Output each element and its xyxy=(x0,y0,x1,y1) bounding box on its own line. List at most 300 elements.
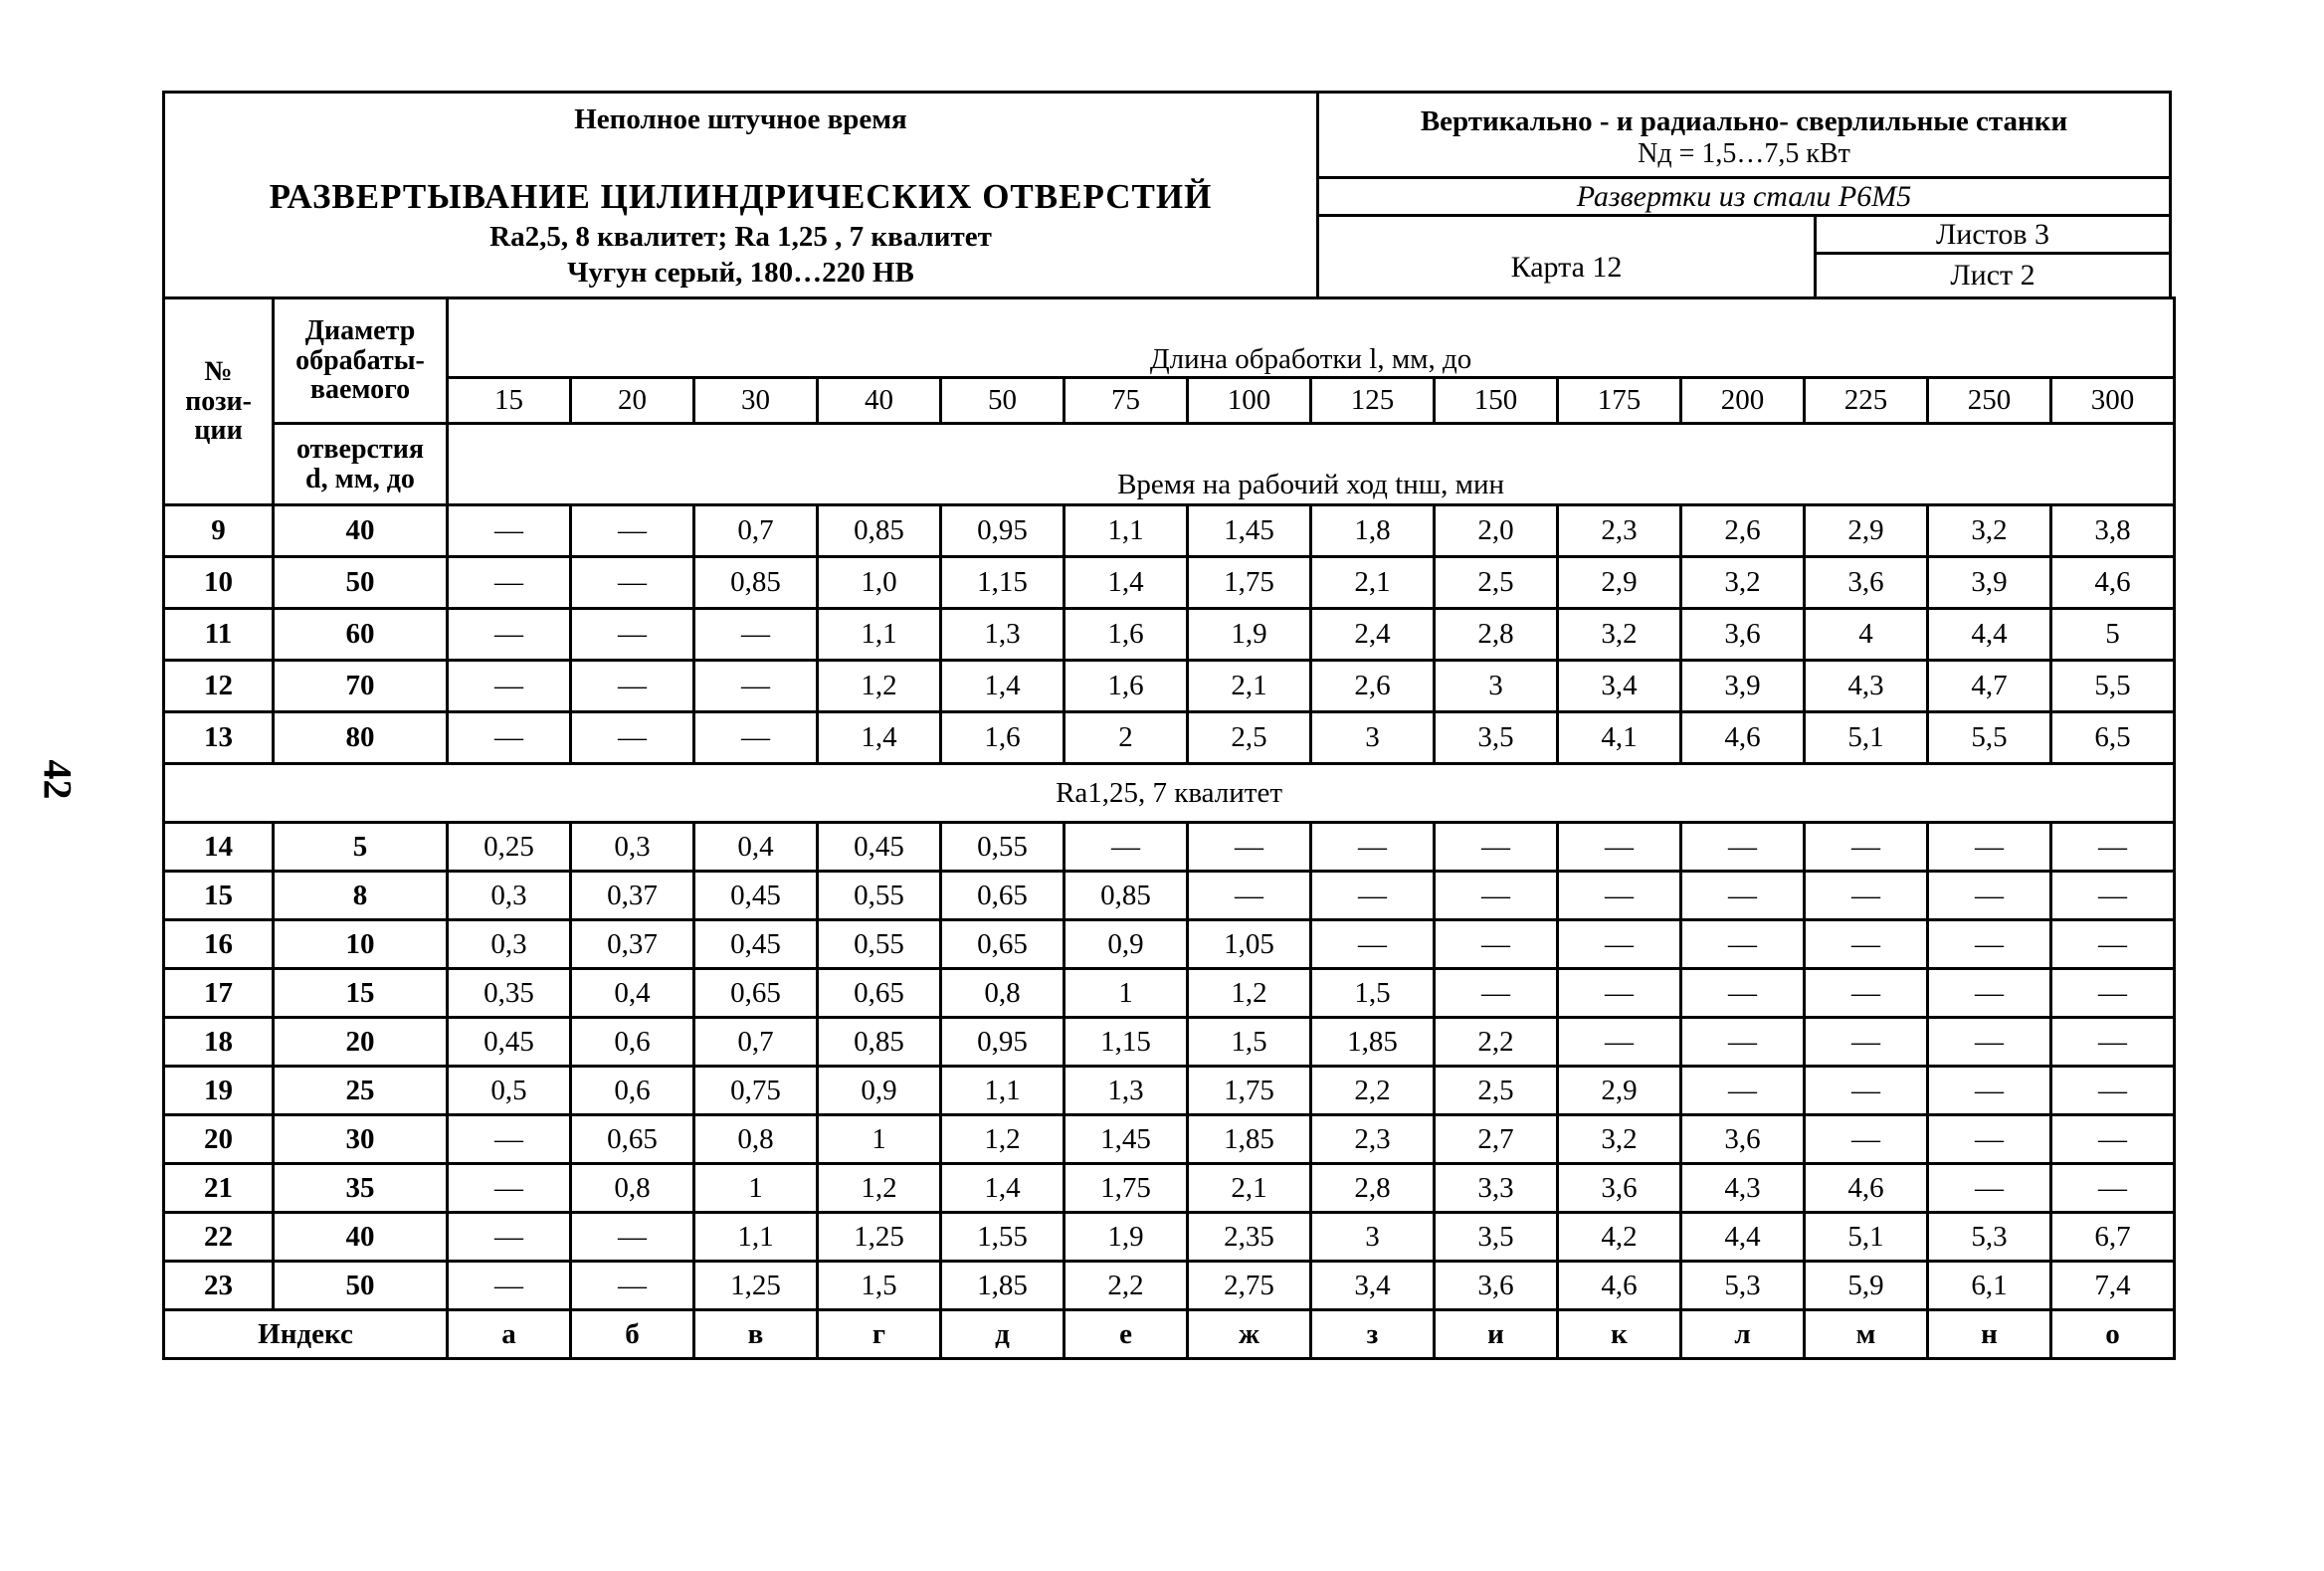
length-value-cell: 75 xyxy=(1065,378,1188,424)
time-value-cell: — xyxy=(2051,1115,2175,1164)
index-cell: л xyxy=(1681,1310,1805,1359)
time-value-cell: 4,6 xyxy=(2051,557,2175,609)
time-value-cell: 2,1 xyxy=(1188,661,1311,712)
time-value-cell: 1,25 xyxy=(818,1213,941,1262)
time-value-cell: — xyxy=(1928,823,2051,872)
time-value-cell: 0,4 xyxy=(694,823,818,872)
time-value-cell: 0,35 xyxy=(448,969,571,1018)
time-value-cell: 1,3 xyxy=(941,609,1065,661)
time-value-cell: 3,2 xyxy=(1558,609,1681,661)
power-label: Nд = 1,5…7,5 кВт xyxy=(1638,138,1850,169)
time-value-cell: 2,35 xyxy=(1188,1213,1311,1262)
time-value-cell: — xyxy=(1681,1067,1805,1115)
time-value-cell: 0,37 xyxy=(571,920,694,969)
time-value-cell: — xyxy=(1681,969,1805,1018)
time-value-cell: 2,2 xyxy=(1311,1067,1435,1115)
card-number: Карта 12 xyxy=(1319,217,1817,296)
time-value-cell: — xyxy=(1311,823,1435,872)
length-value-cell: 50 xyxy=(941,378,1065,424)
time-value-cell: 0,9 xyxy=(818,1067,941,1115)
machines-label: Вертикально - и радиально- сверлильные станки xyxy=(1420,105,2068,137)
time-value-cell: 1,2 xyxy=(941,1115,1065,1164)
time-value-cell: 0,5 xyxy=(448,1067,571,1115)
time-value-cell: 0,65 xyxy=(941,872,1065,920)
time-header-label: Время на рабочий ход tнш, мин xyxy=(1117,468,1504,500)
time-value-cell: — xyxy=(2051,920,2175,969)
time-value-cell: 2,5 xyxy=(1435,557,1558,609)
index-cell: е xyxy=(1065,1310,1188,1359)
length-value-cell: 225 xyxy=(1805,378,1928,424)
time-value-cell: 6,1 xyxy=(1928,1262,2051,1310)
tool-label: Развертки из стали Р6М5 xyxy=(1319,179,2169,217)
header-line-3: Ra2,5, 8 квалитет; Ra 1,25 , 7 квалитет xyxy=(489,221,992,253)
time-value-cell: 1,4 xyxy=(818,712,941,764)
index-cell: ж xyxy=(1188,1310,1311,1359)
table-row xyxy=(164,920,2175,969)
time-value-cell: — xyxy=(1681,872,1805,920)
position-cell: 21 xyxy=(164,1164,274,1213)
table-row xyxy=(164,1067,2175,1115)
time-value-cell: — xyxy=(1681,1018,1805,1067)
time-value-cell: — xyxy=(571,557,694,609)
header-line-4: Чугун серый, 180…220 НВ xyxy=(567,257,914,289)
index-row xyxy=(164,1310,2175,1359)
diameter-cell: 50 xyxy=(274,1262,448,1310)
length-header xyxy=(448,298,2175,378)
time-value-cell: 3,6 xyxy=(1558,1164,1681,1213)
time-value-cell: — xyxy=(571,1213,694,1262)
time-value-cell: 2,3 xyxy=(1558,505,1681,557)
time-value-cell: 5,1 xyxy=(1805,712,1928,764)
length-value-cell: 200 xyxy=(1681,378,1805,424)
time-value-cell: — xyxy=(2051,823,2175,872)
time-value-cell: — xyxy=(1065,823,1188,872)
time-value-cell: 1,2 xyxy=(818,1164,941,1213)
table-row xyxy=(164,872,2175,920)
time-value-cell: 4,6 xyxy=(1681,712,1805,764)
table-row xyxy=(164,712,2175,764)
time-value-cell: 0,85 xyxy=(818,1018,941,1067)
time-value-cell: 0,8 xyxy=(571,1164,694,1213)
time-value-cell: — xyxy=(1681,823,1805,872)
sheets-total: Листов 3 xyxy=(1817,217,2169,255)
time-value-cell: 1 xyxy=(694,1164,818,1213)
time-value-cell: 1,1 xyxy=(1065,505,1188,557)
time-value-cell: 5,3 xyxy=(1928,1213,2051,1262)
time-value-cell: 0,55 xyxy=(941,823,1065,872)
position-cell: 20 xyxy=(164,1115,274,1164)
table-row xyxy=(164,1262,2175,1310)
diameter-cell: 50 xyxy=(274,557,448,609)
sheet-number: Лист 2 xyxy=(1950,259,2035,292)
time-value-cell: 1,05 xyxy=(1188,920,1311,969)
position-cell: 13 xyxy=(164,712,274,764)
time-value-cell: — xyxy=(1558,872,1681,920)
length-value-cell: 30 xyxy=(694,378,818,424)
position-cell: 23 xyxy=(164,1262,274,1310)
table-row xyxy=(164,823,2175,872)
page-number: 42 xyxy=(35,759,81,800)
time-value-cell: 0,45 xyxy=(694,872,818,920)
time-value-cell: 0,85 xyxy=(818,505,941,557)
time-value-cell: 3,2 xyxy=(1928,505,2051,557)
time-value-cell: 1,6 xyxy=(1065,661,1188,712)
time-value-cell: 3,6 xyxy=(1681,1115,1805,1164)
time-value-cell: 0,3 xyxy=(448,872,571,920)
table-row xyxy=(164,1213,2175,1262)
time-value-cell: — xyxy=(1928,1018,2051,1067)
table-row xyxy=(164,505,2175,557)
time-value-cell: 1,75 xyxy=(1188,557,1311,609)
header-machines xyxy=(1319,94,2169,179)
time-value-cell: 1,85 xyxy=(1188,1115,1311,1164)
table-row xyxy=(164,661,2175,712)
time-header xyxy=(448,424,2175,505)
time-value-cell: 2,2 xyxy=(1065,1262,1188,1310)
time-value-cell: 3,5 xyxy=(1435,712,1558,764)
section-row xyxy=(164,764,2175,823)
time-value-cell: 0,9 xyxy=(1065,920,1188,969)
time-value-cell: 3,5 xyxy=(1435,1213,1558,1262)
index-cell: з xyxy=(1311,1310,1435,1359)
time-value-cell: 4,3 xyxy=(1681,1164,1805,1213)
length-value-cell: 300 xyxy=(2051,378,2175,424)
time-value-cell: — xyxy=(694,609,818,661)
length-value-cell: 40 xyxy=(818,378,941,424)
time-value-cell: — xyxy=(1311,872,1435,920)
index-cell: в xyxy=(694,1310,818,1359)
time-value-cell: 1,3 xyxy=(1065,1067,1188,1115)
position-cell: 12 xyxy=(164,661,274,712)
time-value-cell: — xyxy=(448,712,571,764)
time-value-cell: 0,65 xyxy=(818,969,941,1018)
time-value-cell: 0,7 xyxy=(694,1018,818,1067)
time-value-cell: 3,4 xyxy=(1311,1262,1435,1310)
time-value-cell: — xyxy=(448,609,571,661)
length-value-cell: 250 xyxy=(1928,378,2051,424)
time-value-cell: — xyxy=(448,661,571,712)
diameter-header-bottom-label: отверстия d, мм, до xyxy=(296,434,424,494)
time-value-cell: 1,5 xyxy=(1311,969,1435,1018)
time-value-cell: — xyxy=(694,661,818,712)
time-value-cell: 5,9 xyxy=(1805,1262,1928,1310)
time-value-cell: — xyxy=(1928,872,2051,920)
time-value-cell: 2,6 xyxy=(1681,505,1805,557)
time-value-cell: 2,4 xyxy=(1311,609,1435,661)
time-value-cell: 0,95 xyxy=(941,1018,1065,1067)
time-value-cell: 0,3 xyxy=(571,823,694,872)
time-value-cell: 0,55 xyxy=(818,920,941,969)
position-cell: 18 xyxy=(164,1018,274,1067)
time-value-cell: 0,8 xyxy=(694,1115,818,1164)
index-cell: б xyxy=(571,1310,694,1359)
time-value-cell: 5 xyxy=(2051,609,2175,661)
time-value-cell: 3 xyxy=(1311,712,1435,764)
time-value-cell: 2,9 xyxy=(1558,1067,1681,1115)
diameter-cell: 10 xyxy=(274,920,448,969)
time-value-cell: 4,3 xyxy=(1805,661,1928,712)
time-value-cell: 5,5 xyxy=(2051,661,2175,712)
time-value-cell: — xyxy=(1435,872,1558,920)
time-value-cell: — xyxy=(1558,920,1681,969)
index-cell: д xyxy=(941,1310,1065,1359)
section-label: Ra1,25, 7 квалитет xyxy=(164,764,2175,823)
time-value-cell: — xyxy=(1558,823,1681,872)
time-value-cell: 5,5 xyxy=(1928,712,2051,764)
position-cell: 16 xyxy=(164,920,274,969)
lengths-row xyxy=(164,378,2175,424)
time-value-cell: — xyxy=(2051,872,2175,920)
table-row xyxy=(164,609,2175,661)
time-value-cell: 0,85 xyxy=(1065,872,1188,920)
time-value-cell: 5,1 xyxy=(1805,1213,1928,1262)
time-value-cell: 2,9 xyxy=(1558,557,1681,609)
time-value-cell: 7,4 xyxy=(2051,1262,2175,1310)
time-value-cell: 2,1 xyxy=(1311,557,1435,609)
header-line-1: Неполное штучное время xyxy=(574,103,907,135)
time-value-cell: 1,4 xyxy=(941,1164,1065,1213)
time-value-cell: 2,3 xyxy=(1311,1115,1435,1164)
time-value-cell: 1,2 xyxy=(818,661,941,712)
diameter-cell: 40 xyxy=(274,505,448,557)
diameter-cell: 5 xyxy=(274,823,448,872)
time-value-cell: — xyxy=(448,1164,571,1213)
time-value-cell: 0,8 xyxy=(941,969,1065,1018)
table-row xyxy=(164,969,2175,1018)
diameter-cell: 60 xyxy=(274,609,448,661)
time-value-cell: — xyxy=(1188,872,1311,920)
time-value-cell: — xyxy=(1928,1115,2051,1164)
time-value-cell: 0,95 xyxy=(941,505,1065,557)
time-value-cell: 1,8 xyxy=(1311,505,1435,557)
position-cell: 9 xyxy=(164,505,274,557)
diameter-cell: 8 xyxy=(274,872,448,920)
diameter-cell: 40 xyxy=(274,1213,448,1262)
time-value-cell: — xyxy=(1805,872,1928,920)
time-value-cell: 0,75 xyxy=(694,1067,818,1115)
time-value-cell: 1,75 xyxy=(1065,1164,1188,1213)
length-value-cell: 100 xyxy=(1188,378,1311,424)
time-value-cell: — xyxy=(571,661,694,712)
diameter-header-top-label: Диаметр обрабаты-ваемого xyxy=(295,315,425,406)
position-cell: 11 xyxy=(164,609,274,661)
time-value-cell: — xyxy=(1558,969,1681,1018)
diameter-header-top xyxy=(274,298,448,424)
time-value-cell: 0,45 xyxy=(448,1018,571,1067)
table-row xyxy=(164,557,2175,609)
header-row-3 xyxy=(164,424,2175,505)
position-cell: 19 xyxy=(164,1067,274,1115)
time-value-cell: 1,9 xyxy=(1065,1213,1188,1262)
time-value-cell: 3,3 xyxy=(1435,1164,1558,1213)
time-value-cell: 2,0 xyxy=(1435,505,1558,557)
time-value-cell: — xyxy=(448,557,571,609)
time-value-cell: — xyxy=(448,1213,571,1262)
time-value-cell: 1,5 xyxy=(1188,1018,1311,1067)
length-header-label: Длина обработки l, мм, до xyxy=(1149,342,1472,375)
position-header-label: № пози-ции xyxy=(185,356,252,447)
time-value-cell: 0,65 xyxy=(694,969,818,1018)
time-value-cell: 0,37 xyxy=(571,872,694,920)
time-value-cell: — xyxy=(694,712,818,764)
time-value-cell: — xyxy=(1928,1164,2051,1213)
time-value-cell: 3,8 xyxy=(2051,505,2175,557)
time-value-cell: 2,8 xyxy=(1311,1164,1435,1213)
time-value-cell: 1,4 xyxy=(941,661,1065,712)
time-value-cell: 0,65 xyxy=(941,920,1065,969)
position-cell: 22 xyxy=(164,1213,274,1262)
time-value-cell: 0,7 xyxy=(694,505,818,557)
index-label: Индекс xyxy=(164,1310,448,1359)
time-value-cell: 1,2 xyxy=(1188,969,1311,1018)
header-left xyxy=(165,94,1319,296)
time-value-cell: 2,7 xyxy=(1435,1115,1558,1164)
time-value-cell: — xyxy=(1435,823,1558,872)
time-value-cell: 2,75 xyxy=(1188,1262,1311,1310)
time-value-cell: 0,6 xyxy=(571,1018,694,1067)
time-value-cell: — xyxy=(571,609,694,661)
time-value-cell: — xyxy=(2051,1164,2175,1213)
time-value-cell: 1,15 xyxy=(1065,1018,1188,1067)
time-value-cell: 1,85 xyxy=(941,1262,1065,1310)
time-value-cell: 1,85 xyxy=(1311,1018,1435,1067)
time-value-cell: 1,6 xyxy=(1065,609,1188,661)
time-value-cell: 1,15 xyxy=(941,557,1065,609)
time-value-cell: — xyxy=(1805,1115,1928,1164)
time-value-cell: — xyxy=(1435,969,1558,1018)
time-value-cell: 4,2 xyxy=(1558,1213,1681,1262)
time-value-cell: — xyxy=(1928,920,2051,969)
time-value-cell: 1,5 xyxy=(818,1262,941,1310)
time-value-cell: 1,1 xyxy=(694,1213,818,1262)
time-value-cell: 4 xyxy=(1805,609,1928,661)
index-cell: о xyxy=(2051,1310,2175,1359)
time-value-cell: — xyxy=(571,712,694,764)
time-value-cell: — xyxy=(1681,920,1805,969)
time-value-cell: 3,9 xyxy=(1681,661,1805,712)
time-value-cell: 4,4 xyxy=(1928,609,2051,661)
index-cell: и xyxy=(1435,1310,1558,1359)
header-row-1 xyxy=(164,298,2175,378)
time-value-cell: — xyxy=(2051,1018,2175,1067)
time-value-cell: 6,7 xyxy=(2051,1213,2175,1262)
time-value-cell: 3,6 xyxy=(1805,557,1928,609)
time-value-cell: 6,5 xyxy=(2051,712,2175,764)
time-value-cell: 4,4 xyxy=(1681,1213,1805,1262)
time-value-cell: 2,5 xyxy=(1188,712,1311,764)
time-value-cell: 2,5 xyxy=(1435,1067,1558,1115)
length-value-cell: 175 xyxy=(1558,378,1681,424)
time-value-cell: 0,45 xyxy=(818,823,941,872)
length-value-cell: 150 xyxy=(1435,378,1558,424)
length-value-cell: 20 xyxy=(571,378,694,424)
time-value-cell: 3,2 xyxy=(1558,1115,1681,1164)
header-title: РАЗВЕРТЫВАНИЕ ЦИЛИНДРИЧЕСКИХ ОТВЕРСТИЙ xyxy=(269,177,1213,216)
time-value-cell: 2,1 xyxy=(1188,1164,1311,1213)
time-value-cell: — xyxy=(1311,920,1435,969)
time-value-cell: — xyxy=(1435,920,1558,969)
time-value-cell: — xyxy=(1805,1067,1928,1115)
position-cell: 17 xyxy=(164,969,274,1018)
time-value-cell: 1,4 xyxy=(1065,557,1188,609)
card-header xyxy=(162,91,2172,299)
time-value-cell: 1 xyxy=(818,1115,941,1164)
time-value-cell: 4,6 xyxy=(1558,1262,1681,1310)
time-value-cell: 0,55 xyxy=(818,872,941,920)
time-value-cell: 1,55 xyxy=(941,1213,1065,1262)
time-value-cell: 1,1 xyxy=(818,609,941,661)
position-cell: 14 xyxy=(164,823,274,872)
time-value-cell: — xyxy=(571,1262,694,1310)
time-value-cell: — xyxy=(1805,823,1928,872)
time-value-cell: 1 xyxy=(1065,969,1188,1018)
time-value-cell: 3,9 xyxy=(1928,557,2051,609)
time-value-cell: 1,25 xyxy=(694,1262,818,1310)
diameter-cell: 15 xyxy=(274,969,448,1018)
time-value-cell: 3,4 xyxy=(1558,661,1681,712)
time-value-cell: 0,65 xyxy=(571,1115,694,1164)
time-value-cell: 0,25 xyxy=(448,823,571,872)
time-value-cell: — xyxy=(1805,1018,1928,1067)
position-header xyxy=(164,298,274,505)
time-value-cell: 3 xyxy=(1435,661,1558,712)
time-value-cell: 2,8 xyxy=(1435,609,1558,661)
time-value-cell: 4,6 xyxy=(1805,1164,1928,1213)
length-value-cell: 15 xyxy=(448,378,571,424)
table-row xyxy=(164,1018,2175,1067)
time-value-cell: 4,7 xyxy=(1928,661,2051,712)
index-cell: м xyxy=(1805,1310,1928,1359)
time-value-cell: 1,9 xyxy=(1188,609,1311,661)
time-value-cell: 2 xyxy=(1065,712,1188,764)
length-value-cell: 125 xyxy=(1311,378,1435,424)
diameter-cell: 20 xyxy=(274,1018,448,1067)
time-value-cell: 1,75 xyxy=(1188,1067,1311,1115)
time-value-cell: 0,6 xyxy=(571,1067,694,1115)
time-value-cell: 2,9 xyxy=(1805,505,1928,557)
time-value-cell: 0,3 xyxy=(448,920,571,969)
time-value-cell: — xyxy=(1805,920,1928,969)
time-value-cell: — xyxy=(2051,1067,2175,1115)
time-value-cell: 1,6 xyxy=(941,712,1065,764)
time-value-cell: — xyxy=(1928,1067,2051,1115)
time-value-cell: 3,6 xyxy=(1435,1262,1558,1310)
position-cell: 15 xyxy=(164,872,274,920)
time-value-cell: 1,45 xyxy=(1188,505,1311,557)
time-value-cell: 0,4 xyxy=(571,969,694,1018)
time-value-cell: 2,6 xyxy=(1311,661,1435,712)
time-value-cell: 3,6 xyxy=(1681,609,1805,661)
time-value-cell: — xyxy=(448,1115,571,1164)
diameter-cell: 25 xyxy=(274,1067,448,1115)
time-value-cell: — xyxy=(2051,969,2175,1018)
time-value-cell: — xyxy=(1805,969,1928,1018)
index-cell: г xyxy=(818,1310,941,1359)
time-value-cell: 0,85 xyxy=(694,557,818,609)
diameter-cell: 70 xyxy=(274,661,448,712)
position-cell: 10 xyxy=(164,557,274,609)
diameter-cell: 80 xyxy=(274,712,448,764)
table-row xyxy=(164,1115,2175,1164)
time-value-cell: 1,0 xyxy=(818,557,941,609)
index-cell: н xyxy=(1928,1310,2051,1359)
time-table xyxy=(162,296,2176,1360)
time-value-cell: 5,3 xyxy=(1681,1262,1805,1310)
diameter-cell: 35 xyxy=(274,1164,448,1213)
diameter-header-bottom xyxy=(274,424,448,505)
table-row xyxy=(164,1164,2175,1213)
time-value-cell: — xyxy=(571,505,694,557)
